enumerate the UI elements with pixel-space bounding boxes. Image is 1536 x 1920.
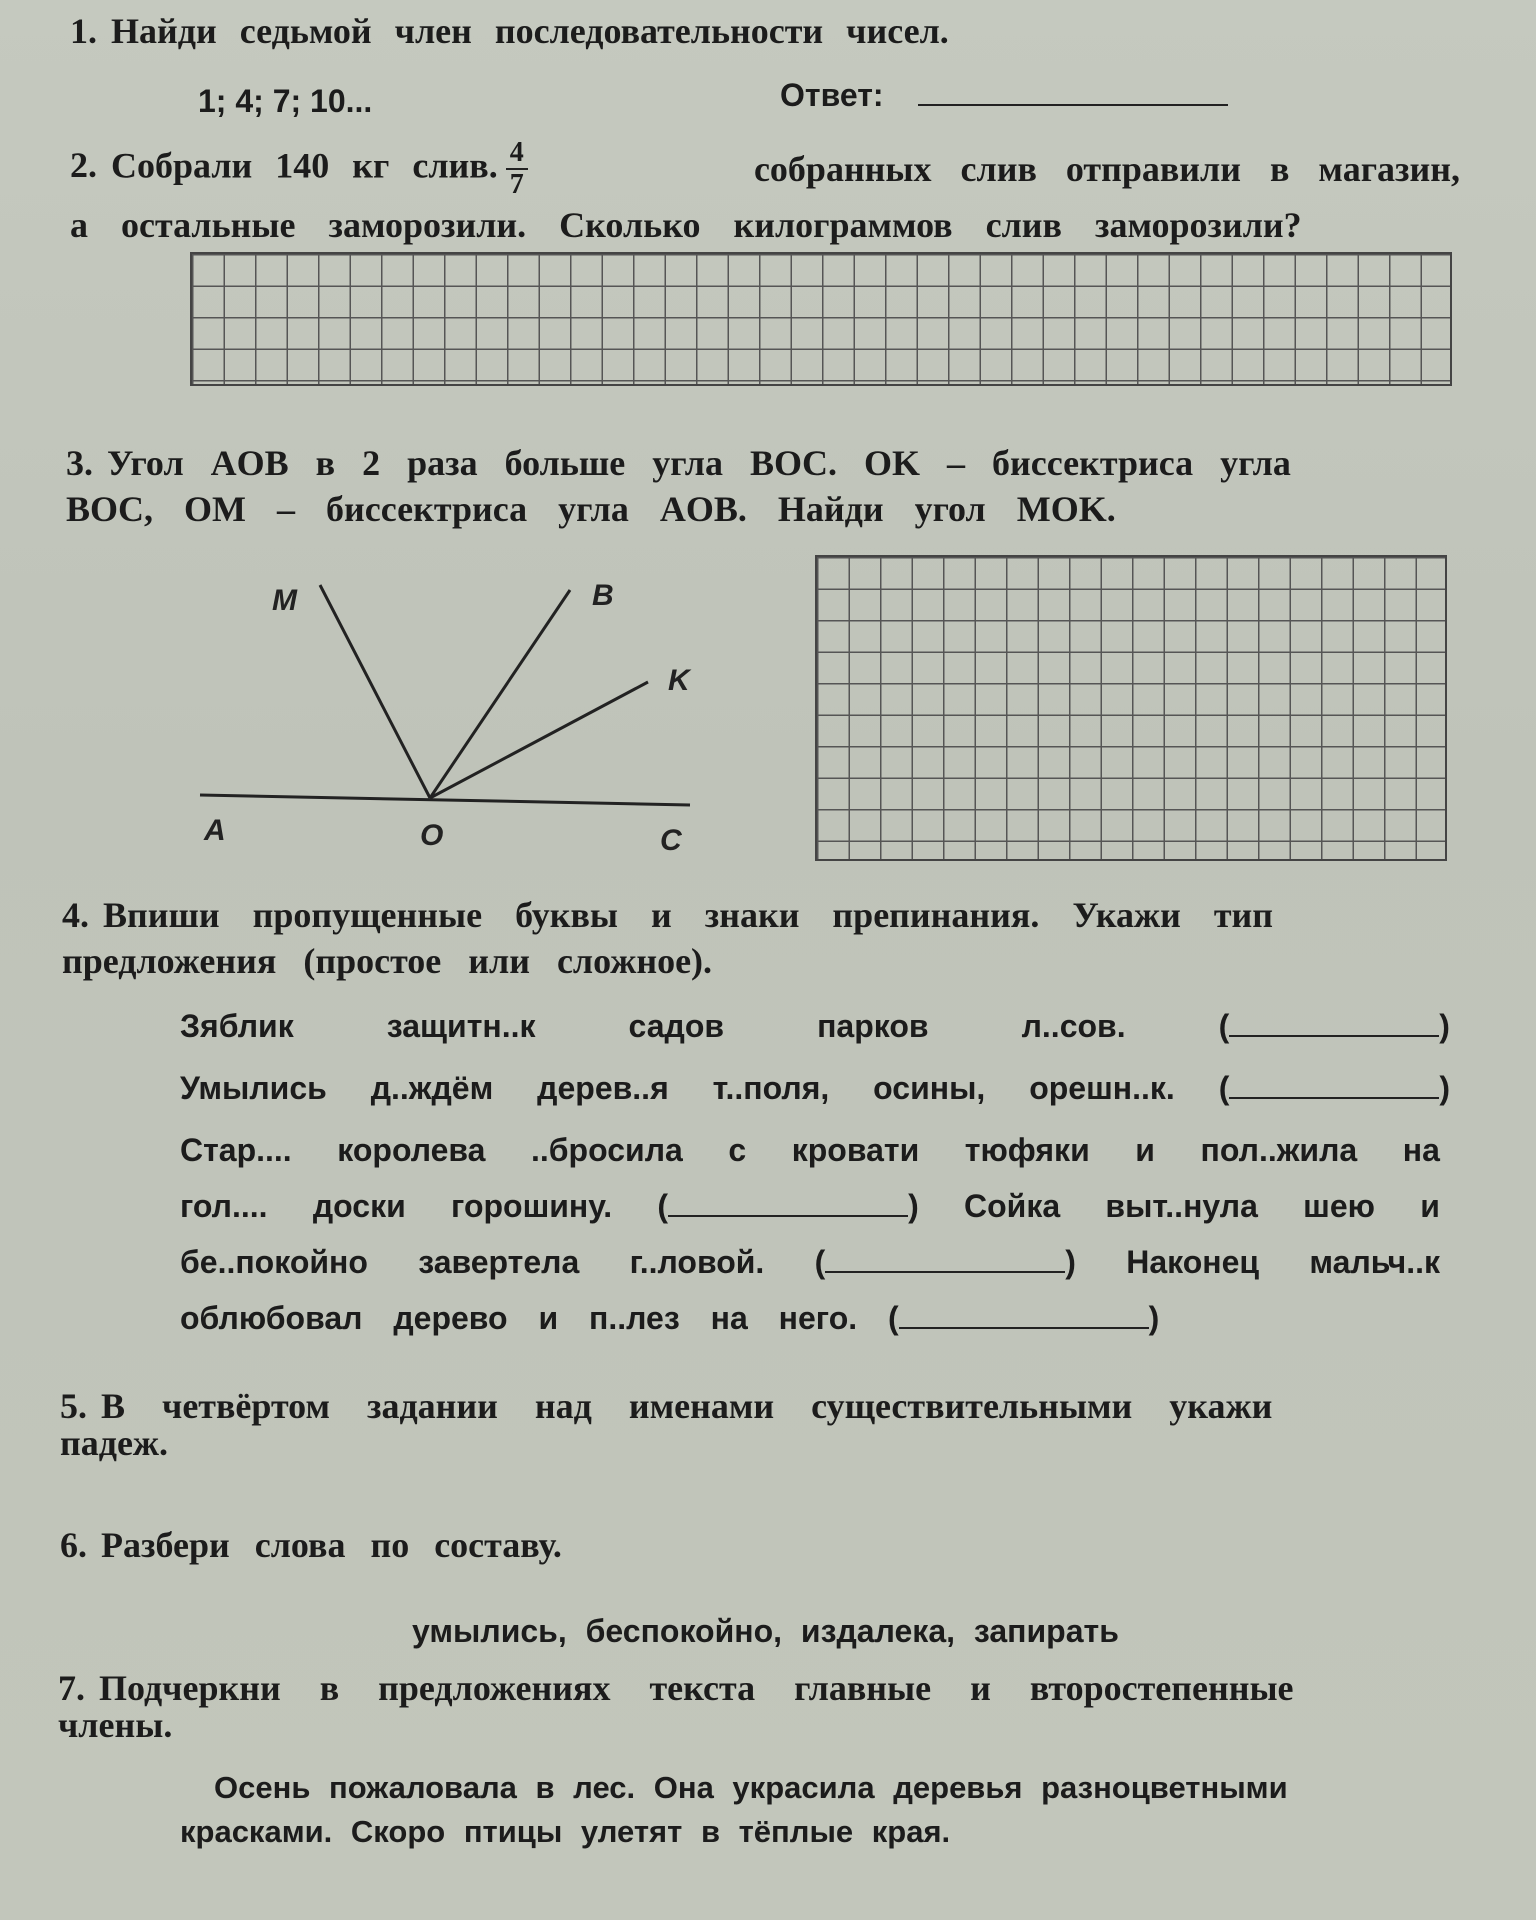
type-answer[interactable]: ( )	[888, 1300, 1160, 1336]
word: бе..покойно	[180, 1244, 368, 1280]
label-k: K	[668, 664, 690, 697]
word: гол....	[180, 1188, 268, 1224]
word: на	[710, 1300, 748, 1336]
word: парков	[817, 1008, 929, 1044]
word: шею	[1303, 1188, 1375, 1224]
word: и	[538, 1300, 559, 1336]
line-aoc	[200, 795, 690, 805]
word: Стар....	[180, 1132, 292, 1168]
words-to-parse: умылись, беспокойно, издалека, запирать	[412, 1613, 1119, 1649]
sentences-block	[180, 1006, 1450, 1338]
word: орешн..к.	[1029, 1070, 1175, 1106]
label-o: O	[420, 819, 444, 852]
task-line-1: Угол AOB в 2 раза больше угла BOC. OK – биссектриса угла	[107, 443, 1291, 483]
word: него.	[778, 1300, 858, 1336]
text-block	[180, 1766, 1434, 1854]
word: и	[1420, 1188, 1440, 1224]
word: т..поля,	[712, 1070, 830, 1106]
task-4	[62, 892, 1452, 984]
word: Наконец	[1126, 1244, 1260, 1280]
label-c: C	[660, 824, 682, 857]
sentence-row-1	[180, 1006, 1450, 1046]
sentence-row-6	[180, 1298, 1440, 1338]
task-number: 6.	[60, 1525, 87, 1565]
word: п..лез	[589, 1300, 680, 1336]
word: ..бросила	[531, 1132, 683, 1168]
task-3	[66, 440, 1456, 532]
text-line-1: Осень пожаловала в лес. Она украсила деревья разноцветными	[214, 1770, 1288, 1805]
word: доски	[312, 1188, 406, 1224]
sentence-row-4	[180, 1186, 1440, 1226]
word: горошину.	[451, 1188, 613, 1224]
word: Умылись	[180, 1070, 327, 1106]
word: садов	[628, 1008, 725, 1044]
word: Сойка	[964, 1188, 1061, 1224]
label-b: B	[592, 579, 614, 612]
task-text-c: а остальные заморозили. Сколько килограммов слив заморозили?	[70, 205, 1302, 245]
word: д..ждём	[370, 1070, 494, 1106]
task-2	[70, 138, 1460, 248]
task-number: 5.	[60, 1386, 87, 1426]
task-line-2: предложения (простое или сложное).	[62, 941, 713, 981]
task-line-2: падеж.	[60, 1423, 169, 1463]
task-7	[58, 1668, 1428, 1745]
answer-label: Ответ:	[780, 77, 884, 113]
ray-ok	[430, 682, 648, 798]
ray-om	[320, 585, 430, 798]
type-answer[interactable]: ( )	[657, 1188, 919, 1224]
answer-field[interactable]	[918, 104, 1228, 106]
fraction-numerator: 4	[506, 138, 528, 170]
word: дерево	[393, 1300, 508, 1336]
type-answer[interactable]: ( )	[1218, 1070, 1450, 1106]
fraction	[506, 138, 528, 200]
task-number: 4.	[62, 895, 89, 935]
task-text: Найди седьмой член последовательности чисел.	[111, 11, 949, 51]
answer-grid-3[interactable]	[815, 555, 1447, 861]
sentence-row-3	[180, 1130, 1440, 1170]
word: с	[728, 1132, 747, 1168]
task-number: 2.	[70, 145, 97, 186]
answer-row	[780, 72, 1280, 118]
word: тюфяки	[964, 1132, 1090, 1168]
task-5	[60, 1386, 1430, 1463]
sequence: 1; 4; 7; 10...	[198, 83, 373, 119]
text-line-2: красками. Скоро птицы улетят в тёплые края.	[180, 1814, 951, 1849]
label-m: M	[272, 584, 297, 617]
task-line-1: Подчеркни в предложениях текста главные и второстепенные	[99, 1668, 1294, 1708]
answer-grid-2[interactable]	[190, 252, 1452, 386]
task-line-2: BOC, OM – биссектриса угла AOB. Найди угол MOK.	[66, 489, 1116, 529]
task-line-2: члены.	[58, 1705, 173, 1745]
word: облюбовал	[180, 1300, 363, 1336]
task-number: 1.	[70, 11, 97, 51]
word: Зяблик	[180, 1008, 294, 1044]
task-text-b: собранных слив отправили в магазин,	[753, 149, 1460, 189]
word: завертела	[418, 1244, 580, 1280]
task-line-1: В четвёртом задании над именами существительными укажи	[101, 1386, 1273, 1426]
angle-diagram	[180, 560, 720, 860]
word: на	[1402, 1132, 1440, 1168]
word: осины,	[873, 1070, 986, 1106]
word: кровати	[791, 1132, 920, 1168]
word: и	[1135, 1132, 1155, 1168]
word: королева	[337, 1132, 486, 1168]
task-number: 7.	[58, 1668, 85, 1708]
fraction-denominator: 7	[509, 169, 524, 200]
label-a: A	[204, 814, 226, 847]
task-number: 3.	[66, 443, 93, 483]
task-1	[70, 8, 1470, 54]
word: л..сов.	[1021, 1008, 1126, 1044]
task-line-1: Впиши пропущенные буквы и знаки препинания. Укажи тип	[103, 895, 1274, 935]
word: пол..жила	[1200, 1132, 1358, 1168]
word: выт..нула	[1105, 1188, 1258, 1224]
word: мальч..к	[1309, 1244, 1440, 1280]
sentence-row-5	[180, 1242, 1440, 1282]
word: дерев..я	[537, 1070, 669, 1106]
type-answer[interactable]: ( )	[814, 1244, 1076, 1280]
task-6	[60, 1522, 1430, 1568]
word: г..ловой.	[629, 1244, 765, 1280]
task-text-a: Собрали 140 кг слив.	[111, 145, 498, 186]
ray-ob	[430, 590, 570, 798]
sentence-row-2	[180, 1068, 1450, 1108]
task-text: Разбери слова по составу.	[101, 1525, 562, 1565]
word: защитн..к	[386, 1008, 536, 1044]
type-answer[interactable]: ( )	[1218, 1008, 1450, 1044]
